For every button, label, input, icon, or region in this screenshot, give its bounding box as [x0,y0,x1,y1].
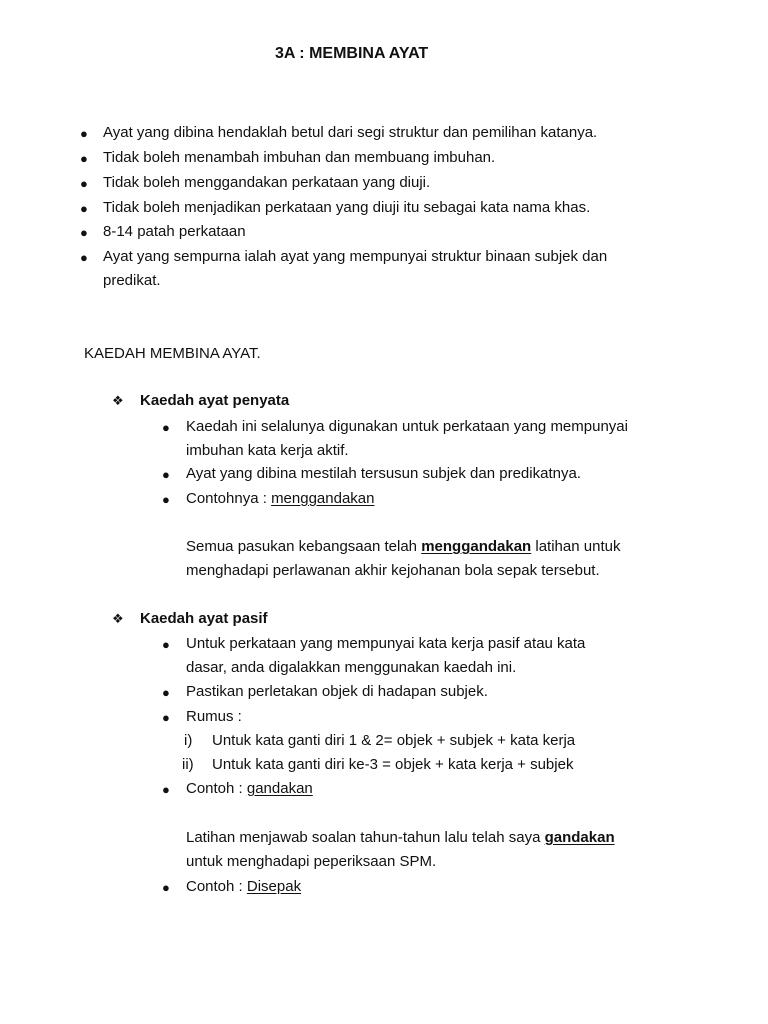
subsection-heading-pasif: Kaedah ayat pasif [140,610,268,627]
list-item: Tidak boleh menambah imbuhan dan membuang imbuhan. [103,149,496,166]
example-line [186,878,301,895]
list-item: Ayat yang dibina mestilah tersusun subjek dan predikatnya. [186,465,581,482]
list-item: Tidak boleh menjadikan perkataan yang diuji itu sebagai kata nama khas. [103,199,591,216]
sentence-keyword: menggandakan [421,538,532,555]
example-line [186,780,313,797]
bullet-icon: ● [80,225,88,240]
bullet-icon: ● [162,420,170,435]
example-sentence-continuation: menghadapi perlawanan akhir kejohanan bola sepak tersebut. [186,562,600,579]
bullet-icon: ● [162,880,170,895]
subsection-heading-penyata: Kaedah ayat penyata [140,392,290,409]
bullet-icon: ● [162,685,170,700]
example-line [186,490,374,507]
bullet-icon: ● [162,637,170,652]
example-label: Contohnya : [186,490,272,507]
example-sentence-continuation: untuk menghadapi peperiksaan SPM. [186,853,437,870]
list-item: Ayat yang sempurna ialah ayat yang mempunyai struktur binaan subjek dan [103,248,608,265]
formula-number: ii) [182,756,194,773]
bullet-icon: ● [80,126,88,141]
list-item: Ayat yang dibina hendaklah betul dari segi struktur dan pemilihan katanya. [103,124,598,141]
example-label: Contoh : [186,878,247,895]
formula-text: Untuk kata ganti diri 1 & 2= objek + subjek + kata kerja [212,732,576,749]
example-sentence [186,829,615,846]
bullet-icon: ● [162,782,170,797]
sentence-text: latihan untuk [531,538,621,555]
bullet-icon: ● [162,467,170,482]
list-item-continuation: dasar, anda digalakkan menggunakan kaedah ini. [186,659,517,676]
diamond-bullet-icon: ❖ [112,393,124,408]
list-item: Rumus : [186,708,242,725]
example-sentence [186,538,620,555]
example-label: Contoh : [186,780,247,797]
bullet-icon: ● [80,176,88,191]
formula-number: i) [184,732,193,749]
bullet-icon: ● [80,250,88,265]
list-item: Kaedah ini selalunya digunakan untuk perkataan yang mempunyai [186,418,628,435]
example-word: Disepak [246,878,302,895]
diamond-bullet-icon: ❖ [112,611,124,626]
formula-text: Untuk kata ganti diri ke-3 = objek + kata kerja + subjek [212,756,574,773]
bullet-icon: ● [162,710,170,725]
list-item-continuation: imbuhan kata kerja aktif. [186,442,349,459]
bullet-icon: ● [162,492,170,507]
list-item-continuation: predikat. [103,272,161,289]
example-word: gandakan [246,780,313,797]
bullet-icon: ● [80,201,88,216]
list-item: 8-14 patah perkataan [103,223,246,240]
sentence-text: Semua pasukan kebangsaan telah [186,538,422,555]
list-item: Untuk perkataan yang mempunyai kata kerja pasif atau kata [186,635,586,652]
example-word: menggandakan [271,490,375,507]
page-title: 3A : MEMBINA AYAT [275,45,429,62]
list-item: Pastikan perletakan objek di hadapan subjek. [186,683,488,700]
list-item: Tidak boleh menggandakan perkataan yang diuji. [103,174,431,191]
bullet-icon: ● [80,151,88,166]
sentence-keyword: gandakan [544,829,615,846]
section-heading: KAEDAH MEMBINA AYAT. [84,345,261,362]
sentence-text: Latihan menjawab soalan tahun-tahun lalu telah saya [186,829,545,846]
